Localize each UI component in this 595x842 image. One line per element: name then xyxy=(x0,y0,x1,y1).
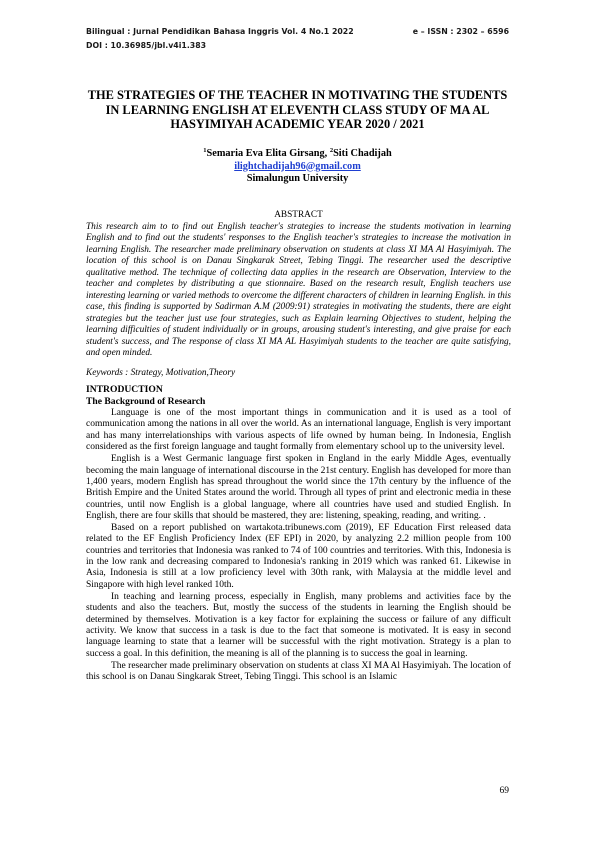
doi-line: DOI : 10.36985/jbl.v4i1.383 xyxy=(86,41,207,50)
author1-name: Semaria Eva Elita Girsang, xyxy=(206,148,330,159)
body-paragraph: Language is one of the most important things in communication and it is used as a tool of communication among the nations in all over the world. As an international language, English is very important and has many interrelationships with various aspects of life owned by human being. In Indonesia, English considered as the first foreign language and taught formally from elementary school up to the university level. xyxy=(86,408,511,453)
author2-name: Siti Chadijah xyxy=(333,148,392,159)
page-number: 69 xyxy=(499,786,509,796)
journal-name: Bilingual : Jurnal Pendidikan Bahasa Inggris Vol. 4 No.1 2022 xyxy=(86,27,354,36)
abstract-text: This research aim to to find out English teacher's strategies to increase the students motivation in learning English and to find out the students' responses to the English teacher's strategies to increase the motivation in learning English. The researcher made preliminary observation on students at class XI MA Al Hasyimiyah. The location of this school is on Danau Singkarak Street, Tebing Tinggi. The researcher used the descriptive qualitative method. The technique of collecting data applies in the research are Observation, Interview to the teacher and completes by distributing a que stionnaire. Based on the research result, English teachers use interesting learning or varied methods to overcome the different characters of children in learning English. in this case, this finding is supported by Sadirman A.M (2009:91) strategies in motivating the students, there are eight strategies but the teacher just use four strategies, such as Explain learning Objectives to student, helping the learning difficulties of student individually or in groups, arousing student's interesting, and give praise for each student's success, and The response of class XI MA AL Hasyimiyah students to the teacher are quite satisfying, and open minded. xyxy=(86,222,511,358)
abstract-keywords: Keywords : Strategy, Motivation,Theory xyxy=(86,368,236,378)
author-block xyxy=(80,148,515,186)
body-paragraph: In teaching and learning process, especially in English, many problems and activities face by the students and also the teachers. But, mostly the success of the students in learning the English should be determined by themselves. Motivation is a key factor for explaining the success or failure of any difficult activity. We know that success in a task is due to the fact that someone is motivated. It is easy in second language learning to state that a learner will be successful with the right motivation. Strategy is a plan to success a goal. In this definition, the meaning is all of the planning is to success the goal in learning. xyxy=(86,591,511,659)
author1-affiliation-mark: 1 xyxy=(203,147,207,154)
article-title: THE STRATEGIES OF THE TEACHER IN MOTIVATING THE STUDENTS IN LEARNING ENGLISH AT ELEVENTH CLASS STUDY OF MA AL HASYIMIYAH ACADEMIC YEAR 2020 / 2021 xyxy=(87,88,508,131)
author-email-link[interactable]: ilightchadijah96@gmail.com xyxy=(234,160,361,172)
author-names xyxy=(80,148,515,161)
subsection-heading-background: The Background of Research xyxy=(86,396,206,407)
issn-number: e – ISSN : 2302 – 6596 xyxy=(412,27,509,36)
author-affiliation: Simalungun University xyxy=(246,173,349,184)
body-paragraph: Based on a report published on wartakota.tribunews.com (2019), EF Education First released data related to the EF English Proficiency Index (EF EPI) in 2020, by analyzing 2.2 million people from 100 countries and territories that Indonesia was ranked to 74 of 100 countries and territories. With this, Indonesia is in the low rank and decreasing compared to Indonesia's ranking in 2019 which was ranked 61. Likewise in Asia, Indonesia is still at a low proficiency level with 30th rank, with Malaysia at the middle level and Singapore with high level ranked 10th. xyxy=(86,523,511,590)
body-paragraph: The researcher made preliminary observation on students at class XI MA Al Hasyimiyah. The location of this school is on Danau Singkarak Street, Tebing Tinggi. This school is an Islamic xyxy=(86,660,511,683)
body-paragraph: English is a West Germanic language first spoken in England in the early Middle Ages, eventually becoming the main language of international discourse in the 21st century. English has developed for more than 1,400 years, modern English has spread throughout the world since the 17th century by the influence of the British Empire and the United States around the world. Through all types of print and electronic media in these countries, until now English is a global language, where all countries have used and studied English. In English, there are four skills that should be mastered, they are: listening, speaking, reading, and writing. . xyxy=(86,454,511,521)
author2-affiliation-mark: 2 xyxy=(329,147,334,154)
abstract-heading: ABSTRACT xyxy=(274,210,323,220)
body-text xyxy=(86,408,511,684)
section-heading-introduction: INTRODUCTION xyxy=(86,384,163,395)
